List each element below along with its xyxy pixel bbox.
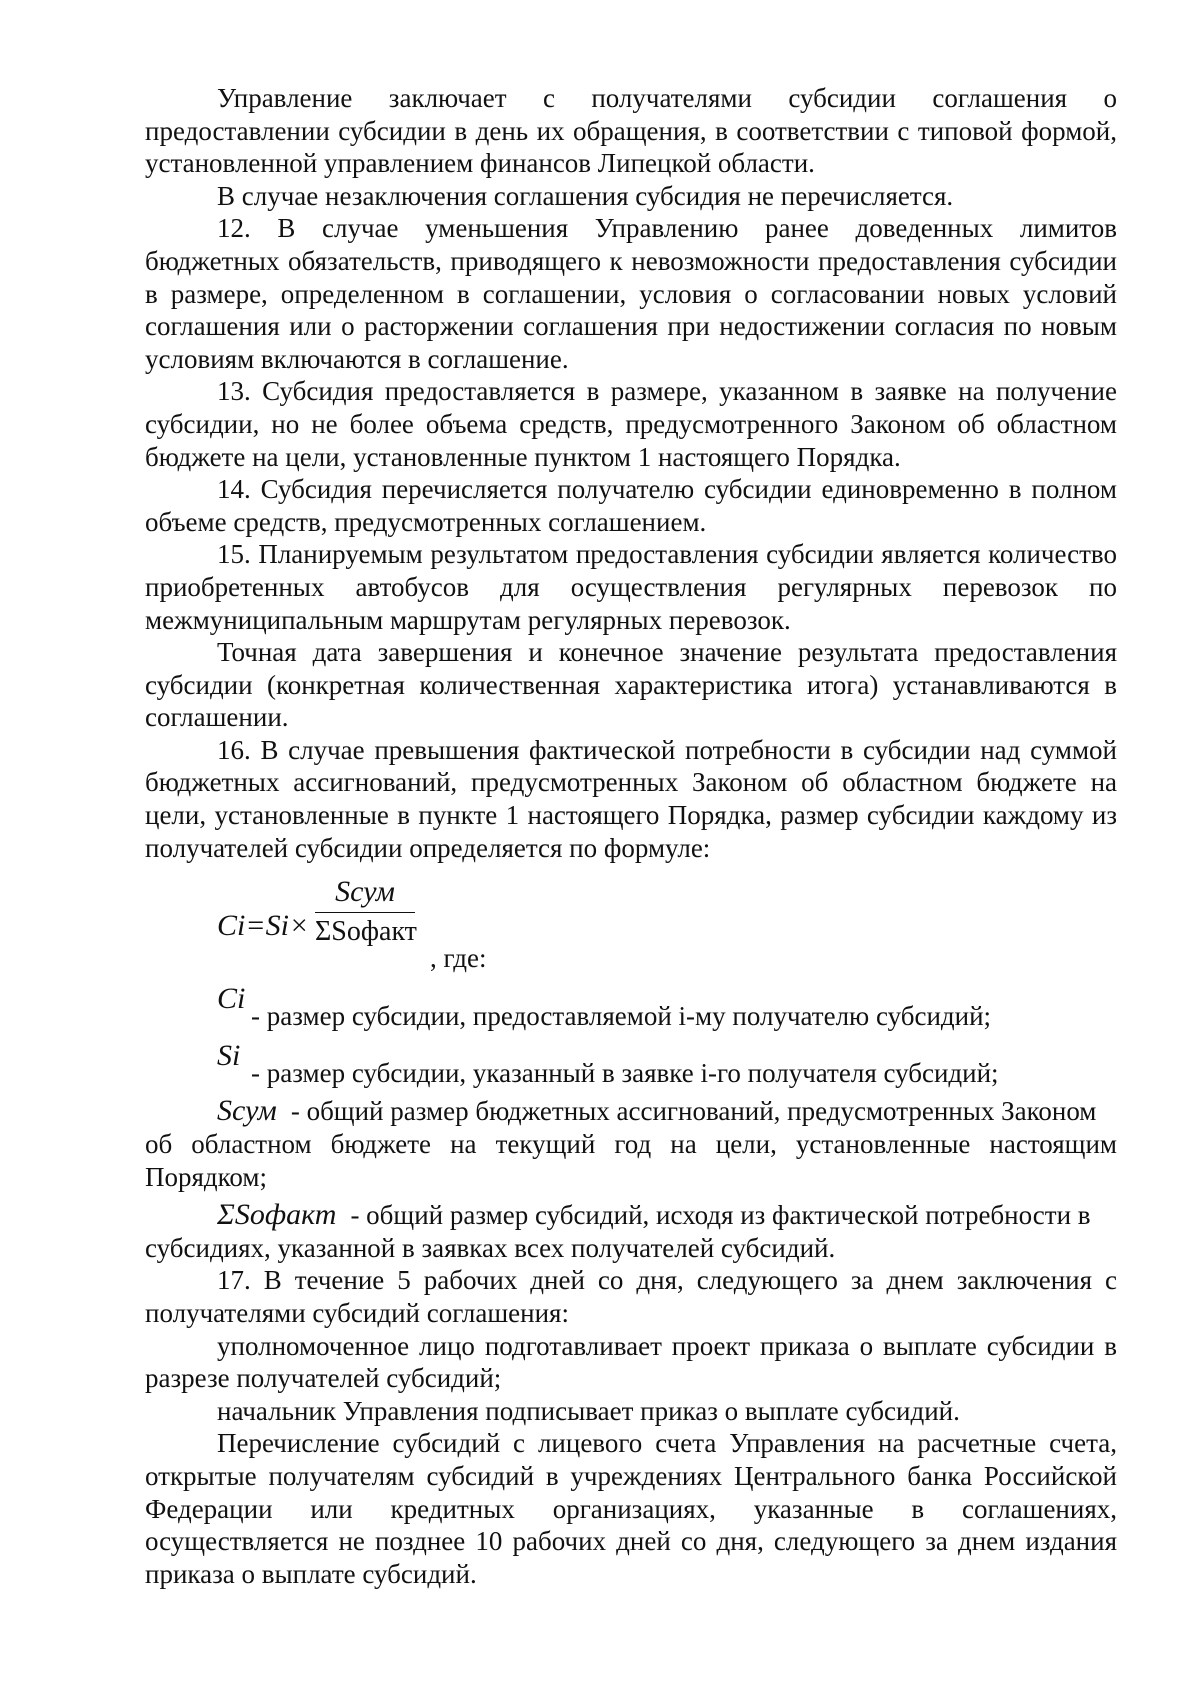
definition-text: - размер субсидии, указанный в заявке i-го получателя субсидий;: [251, 1057, 999, 1088]
definition-sfact: [145, 1199, 1117, 1264]
paragraph: 17. В течение 5 рабочих дней со дня, следующего за днем заключения с получателями субсидий соглашения:: [145, 1265, 1117, 1328]
paragraph: 15. Планируемым результатом предоставления субсидии является количество приобретенных автобусов для осуществления регулярных перевозок по межмуниципальным маршрутам регулярных перевозок.: [145, 539, 1117, 635]
definition-text: - размер субсидии, предоставляемой i-му получателю субсидий;: [251, 1001, 992, 1032]
paragraph: начальник Управления подписывает приказ о выплате субсидий.: [217, 1395, 960, 1426]
definition-ci: [145, 982, 1117, 1033]
definition-symbol: ΣSoфакт: [217, 1198, 337, 1232]
formula-numerator: Sсум: [335, 875, 395, 909]
definition-ssum: [145, 1095, 1117, 1193]
fraction-bar: [315, 912, 415, 913]
formula-lhs: Ci=Si×: [217, 909, 310, 943]
paragraph: В случае незаключения соглашения субсидия не перечисляется.: [217, 180, 954, 211]
definition-si: [145, 1039, 1117, 1090]
paragraph: Управление заключает с получателями субсидии соглашения о предоставлении субсидии в день их обращения, в соответствии с типовой формой, установленной управлением финансов Липецкой области.: [145, 83, 1117, 179]
paragraph: Перечисление субсидий с лицевого счета Управления на расчетные счета, открытые получателям субсидий в учреждениях Центрального банка Российской Федерации или кредитных организациях, указанные в соглашениях, осуществляется не позднее 10 рабочих дней со дня, следующего за днем издания приказа о выплате субсидий.: [145, 1428, 1117, 1589]
document-page: [145, 82, 1117, 1590]
definition-continuation: об областном бюджете на текущий год на цели, установленные настоящим Порядком;: [145, 1129, 1117, 1192]
paragraph: 14. Субсидия перечисляется получателю субсидии единовременно в полном объеме средств, предусмотренных соглашением.: [145, 474, 1117, 537]
formula-suffix: , где:: [430, 943, 487, 974]
paragraph: 12. В случае уменьшения Управлению ранее доведенных лимитов бюджетных обязательств, приводящего к невозможности предоставления субсидии в размере, определенном в соглашении, условия о согласовании новых условий соглашения или о расторжении соглашения при недостижении согласия по новым условиям включаются в соглашение.: [145, 213, 1117, 374]
paragraph: 13. Субсидия предоставляется в размере, указанном в заявке на получение субсидии, но не более объема средств, предусмотренного Законом об областном бюджете на цели, установленные пунктом 1 настоящего Порядка.: [145, 376, 1117, 472]
paragraph: 16. В случае превышения фактической потребности в субсидии над суммой бюджетных ассигнований, предусмотренных Законом об областном бюджете на цели, установленные в пункте 1 настоящего Порядка, размер субсидии каждому из получателей субсидии определяется по формуле:: [145, 734, 1117, 863]
paragraph: Точная дата завершения и конечное значение результата предоставления субсидии (конкретная количественная характеристика итога) устанавливаются в соглашении.: [145, 637, 1117, 733]
definition-symbol: Ci: [217, 982, 246, 1016]
formula-fraction: [315, 874, 415, 949]
paragraph: уполномоченное лицо подготавливает проект приказа о выплате субсидии в разрезе получателей субсидий;: [145, 1330, 1117, 1394]
definition-symbol: Si: [217, 1038, 241, 1072]
formula-denominator: ΣSoфакт: [315, 916, 417, 948]
definition-continuation: субсидиях, указанной в заявках всех получателей субсидий.: [145, 1232, 836, 1263]
subsidy-formula: [145, 872, 1117, 982]
definition-symbol: Sсум: [217, 1094, 277, 1128]
definition-text: - общий размер субсидий, исходя из фактической потребности в: [350, 1200, 1091, 1231]
definition-text: - общий размер бюджетных ассигнований, предусмотренных Законом: [290, 1096, 1097, 1127]
